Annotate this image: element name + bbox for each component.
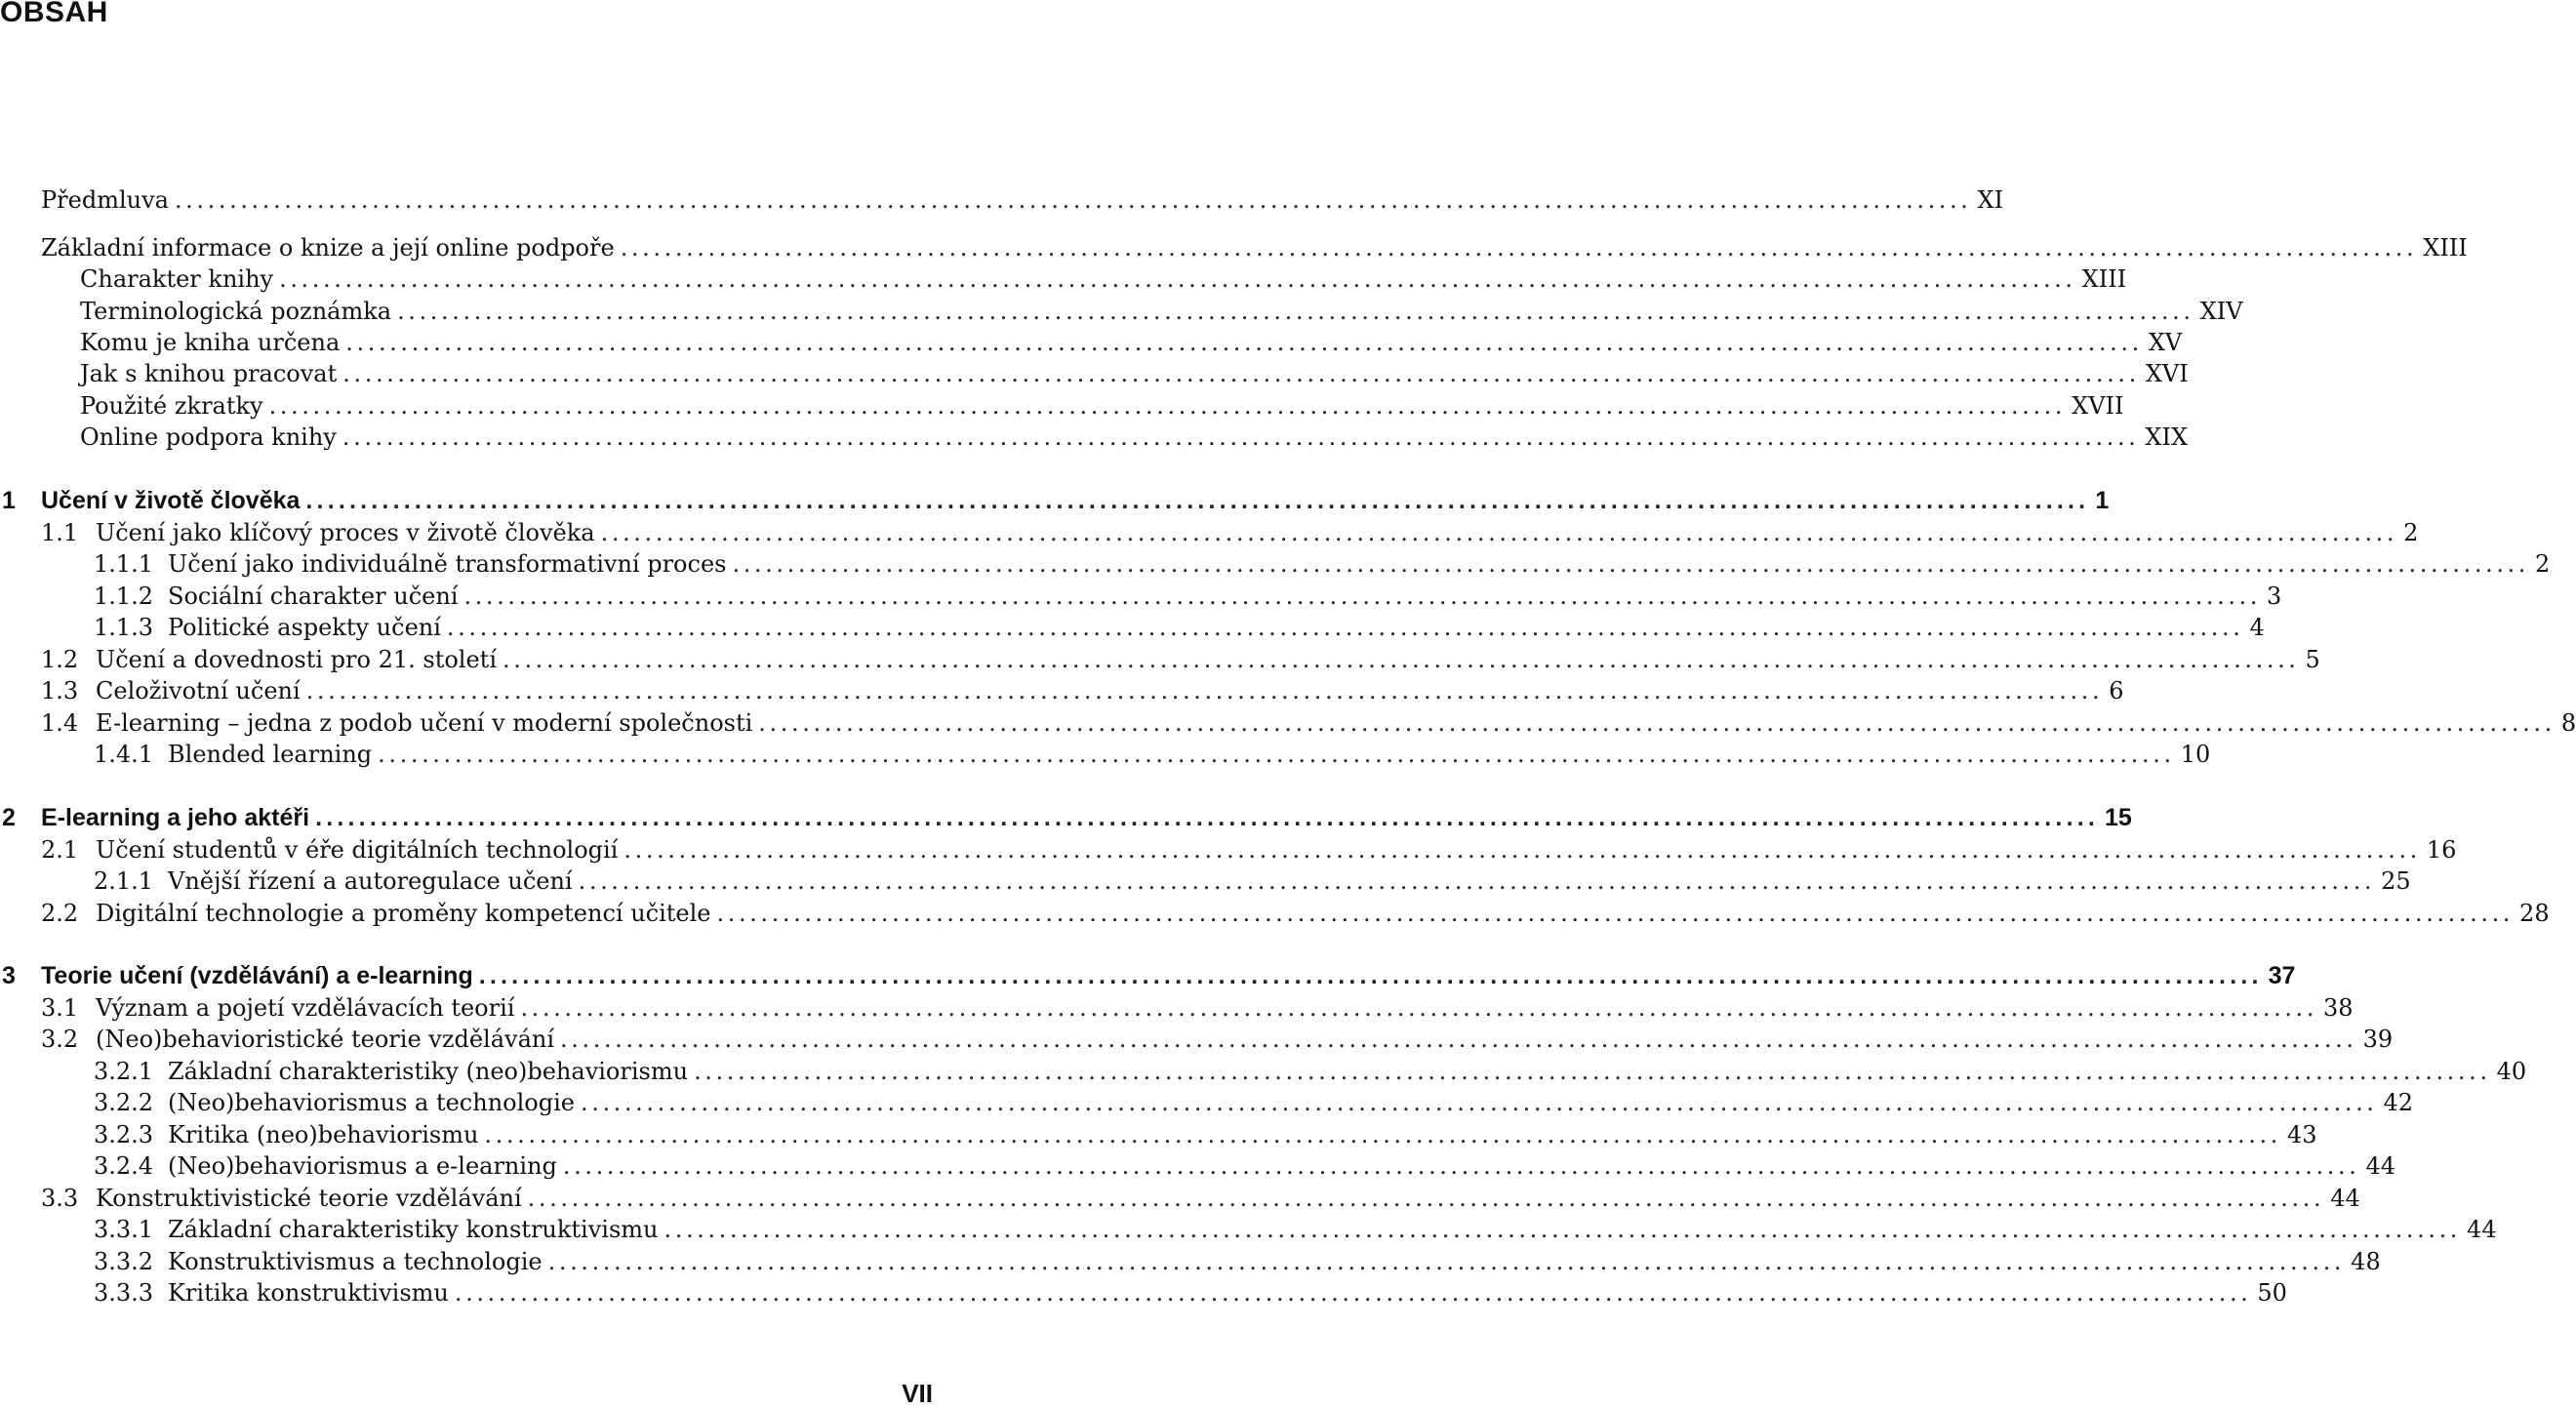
entry-number: 3.2.1 [94, 1058, 154, 1085]
dot-leader: .................................................................................................................................................................... [279, 265, 2076, 293]
entry-title: Kritika (neo)behaviorismu [168, 1121, 479, 1148]
entry-page-number: 15 [2105, 804, 2132, 831]
entry-title: (Neo)behaviorismus a e-learning [168, 1152, 557, 1180]
toc-entry[interactable] [80, 262, 2127, 296]
entry-title: Komu je kniha určena [80, 329, 341, 356]
entry-page-number: 44 [2365, 1152, 2395, 1180]
dot-leader: .................................................................................................................................................................... [463, 583, 2262, 610]
entry-page-number: 50 [2257, 1279, 2287, 1307]
toc-chapter-entry[interactable] [2, 484, 2110, 517]
entry-title: Učení a dovednosti pro 21. století [96, 646, 497, 673]
entry-title: Sociální charakter učení [168, 583, 459, 610]
entry-title: Terminologická poznámka [80, 298, 392, 325]
toc-entry[interactable] [94, 1086, 2414, 1119]
dot-leader: .................................................................................................................................................................... [315, 804, 2100, 831]
entry-number: 1.4 [41, 709, 79, 737]
entry-page-number: 44 [2467, 1216, 2497, 1243]
entry-number: 3.3.2 [94, 1248, 154, 1275]
entry-title: Online podpora knihy [80, 423, 337, 451]
entry-title: Charakter knihy [80, 265, 274, 293]
toc-entry[interactable] [41, 516, 2419, 549]
dot-leader: .................................................................................................................................................................... [578, 867, 2376, 895]
toc-entry[interactable] [41, 1182, 2360, 1215]
entry-number: 3.2.3 [94, 1121, 154, 1148]
entry-page-number: XI [1977, 186, 2004, 214]
toc-entry[interactable] [41, 183, 2004, 217]
toc-entry[interactable] [41, 231, 2468, 264]
dot-leader: .................................................................................................................................................................... [305, 677, 2104, 704]
entry-title: Teorie učení (vzdělávání) a e-learning [41, 962, 473, 989]
dot-leader: .................................................................................................................................................................... [446, 614, 2244, 641]
dot-leader: .................................................................................................................................................................... [345, 329, 2143, 356]
entry-page-number: 38 [2323, 994, 2354, 1022]
dot-leader: .................................................................................................................................................................... [520, 994, 2317, 1022]
entry-title: Blended learning [168, 741, 373, 768]
page-number: VII [902, 1379, 933, 1408]
entry-title: (Neo)behaviorismus a technologie [168, 1089, 575, 1116]
entry-title: Učení jako individuálně transformativní proces [168, 550, 727, 578]
entry-number: 3.3 [41, 1185, 79, 1212]
entry-title: Použité zkratky [80, 392, 263, 420]
entry-number: 3.2.2 [94, 1089, 154, 1116]
entry-number: 3.1 [41, 994, 79, 1022]
entry-page-number: 1 [2095, 487, 2110, 514]
entry-page-number: XV [2148, 329, 2183, 356]
entry-page-number: 28 [2519, 900, 2550, 927]
dot-leader: .................................................................................................................................................................... [624, 836, 2421, 864]
entry-page-number: XVII [2072, 392, 2124, 420]
entry-title: Digitální technologie a proměny kompetencí učitele [96, 900, 711, 927]
dot-leader: .................................................................................................................................................................... [580, 1089, 2378, 1116]
toc-entry[interactable] [80, 295, 2243, 328]
entry-title: Učení studentů v éře digitálních technologií [96, 836, 619, 864]
toc-entry[interactable] [94, 1118, 2317, 1151]
toc-entry[interactable] [94, 547, 2551, 581]
entry-number: 1.4.1 [94, 741, 154, 768]
toc-entry[interactable] [94, 1213, 2497, 1246]
dot-leader: .................................................................................................................................................................... [547, 1248, 2346, 1275]
entry-page-number: 44 [2330, 1185, 2360, 1212]
entry-page-number: 16 [2426, 836, 2457, 864]
dot-leader: .................................................................................................................................................................... [620, 234, 2418, 262]
entry-title: Kritika konstruktivismu [168, 1279, 449, 1307]
entry-number: 1.1.3 [94, 614, 154, 641]
entry-number: 2.2 [41, 900, 79, 927]
entry-page-number: 8 [2560, 709, 2576, 737]
dot-leader: .................................................................................................................................................................... [484, 1121, 2281, 1148]
entry-page-number: 2 [2403, 519, 2419, 546]
toc-entry[interactable] [94, 1245, 2381, 1278]
entry-page-number: 43 [2286, 1121, 2317, 1148]
toc-entry[interactable] [94, 611, 2265, 644]
entry-number: 2 [2, 804, 16, 831]
page-heading: OBSAH [0, 0, 108, 28]
entry-page-number: 4 [2249, 614, 2265, 641]
entry-page-number: 2 [2535, 550, 2551, 578]
dot-leader: .................................................................................................................................................................... [378, 741, 2175, 768]
entry-page-number: XIII [2423, 234, 2468, 262]
dot-leader: .................................................................................................................................................................... [664, 1216, 2462, 1243]
entry-number: 2.1.1 [94, 867, 154, 895]
dot-leader: .................................................................................................................................................................... [454, 1279, 2252, 1307]
dot-leader: .................................................................................................................................................................... [758, 709, 2556, 737]
entry-title: Učení v životě člověka [41, 487, 301, 514]
entry-number: 1.1.1 [94, 550, 154, 578]
entry-page-number: 10 [2180, 741, 2211, 768]
entry-title: Předmluva [41, 186, 169, 214]
entry-number: 1.2 [41, 646, 79, 673]
dot-leader: .................................................................................................................................................................... [560, 1026, 2357, 1053]
dot-leader: .................................................................................................................................................................... [600, 519, 2398, 546]
toc-entry[interactable] [41, 897, 2550, 930]
dot-leader: .................................................................................................................................................................... [397, 298, 2194, 325]
toc-entry[interactable] [94, 738, 2211, 771]
dot-leader: .................................................................................................................................................................... [503, 646, 2300, 673]
entry-title: (Neo)behavioristické teorie vzdělávání [96, 1026, 555, 1053]
entry-number: 3.3.1 [94, 1216, 154, 1243]
dot-leader: .................................................................................................................................................................... [478, 962, 2263, 989]
dot-leader: .................................................................................................................................................................... [342, 360, 2140, 387]
entry-title: Celoživotní učení [96, 677, 301, 704]
toc-entry[interactable] [80, 357, 2189, 390]
dot-leader: .................................................................................................................................................................... [174, 186, 1972, 214]
entry-number: 1 [2, 487, 16, 514]
toc-entry[interactable] [80, 389, 2124, 423]
entry-page-number: XIX [2145, 423, 2189, 451]
entry-page-number: XVI [2145, 360, 2189, 387]
toc-entry[interactable] [94, 865, 2411, 898]
toc-entry[interactable] [94, 580, 2282, 613]
entry-number: 2.1 [41, 836, 79, 864]
toc-entry[interactable] [41, 833, 2457, 866]
dot-leader: .................................................................................................................................................................... [732, 550, 2530, 578]
entry-page-number: 25 [2381, 867, 2411, 895]
dot-leader: .................................................................................................................................................................... [562, 1152, 2360, 1180]
toc-chapter-entry[interactable] [2, 959, 2296, 992]
entry-number: 3.2 [41, 1026, 79, 1053]
toc-entry[interactable] [41, 674, 2124, 707]
entry-title: Základní charakteristiky konstruktivismu [168, 1216, 659, 1243]
entry-title: Politické aspekty učení [168, 614, 441, 641]
entry-page-number: 5 [2305, 646, 2320, 673]
dot-leader: .................................................................................................................................................................... [527, 1185, 2325, 1212]
entry-number: 3.2.4 [94, 1152, 154, 1180]
entry-page-number: 48 [2351, 1248, 2381, 1275]
toc-entry[interactable] [41, 706, 2576, 740]
entry-title: Význam a pojetí vzdělávacích teorií [96, 994, 515, 1022]
entry-page-number: 6 [2109, 677, 2124, 704]
dot-leader: .................................................................................................................................................................... [268, 392, 2067, 420]
entry-page-number: 3 [2267, 583, 2282, 610]
entry-title: Jak s knihou pracovat [80, 360, 338, 387]
dot-leader: .................................................................................................................................................................... [716, 900, 2515, 927]
toc-chapter-entry[interactable] [2, 801, 2132, 834]
entry-page-number: 37 [2268, 962, 2296, 989]
entry-number: 1.1.2 [94, 583, 154, 610]
entry-title: Konstruktivismus a technologie [168, 1248, 543, 1275]
dot-leader: .................................................................................................................................................................... [694, 1058, 2491, 1085]
dot-leader: .................................................................................................................................................................... [342, 423, 2140, 451]
entry-page-number: 40 [2496, 1058, 2527, 1085]
toc-entry[interactable] [94, 1055, 2527, 1088]
toc-entry[interactable] [80, 421, 2189, 454]
toc-entry[interactable] [80, 326, 2183, 359]
entry-number: 1.3 [41, 677, 79, 704]
entry-title: Základní informace o knize a její online podpoře [41, 234, 615, 262]
toc-entry[interactable] [94, 1149, 2395, 1183]
entry-title: Základní charakteristiky (neo)behaviorismu [168, 1058, 689, 1085]
entry-page-number: 42 [2383, 1089, 2414, 1116]
dot-leader: .................................................................................................................................................................... [305, 487, 2090, 514]
entry-number: 3 [2, 962, 16, 989]
entry-title: E-learning a jeho aktéři [41, 804, 310, 831]
toc-entry[interactable] [94, 1276, 2287, 1309]
toc-entry[interactable] [41, 1023, 2394, 1056]
toc-entry[interactable] [41, 643, 2320, 676]
entry-title: E-learning – jedna z podob učení v moderní společnosti [96, 709, 753, 737]
entry-number: 3.3.3 [94, 1279, 154, 1307]
entry-number: 1.1 [41, 519, 79, 546]
toc-entry[interactable] [41, 991, 2354, 1025]
entry-page-number: XIII [2081, 265, 2127, 293]
entry-page-number: XIV [2199, 298, 2243, 325]
entry-title: Učení jako klíčový proces v životě člověka [96, 519, 595, 546]
entry-title: Vnější řízení a autoregulace učení [168, 867, 573, 895]
entry-page-number: 39 [2362, 1026, 2394, 1053]
entry-title: Konstruktivistické teorie vzdělávání [96, 1185, 522, 1212]
